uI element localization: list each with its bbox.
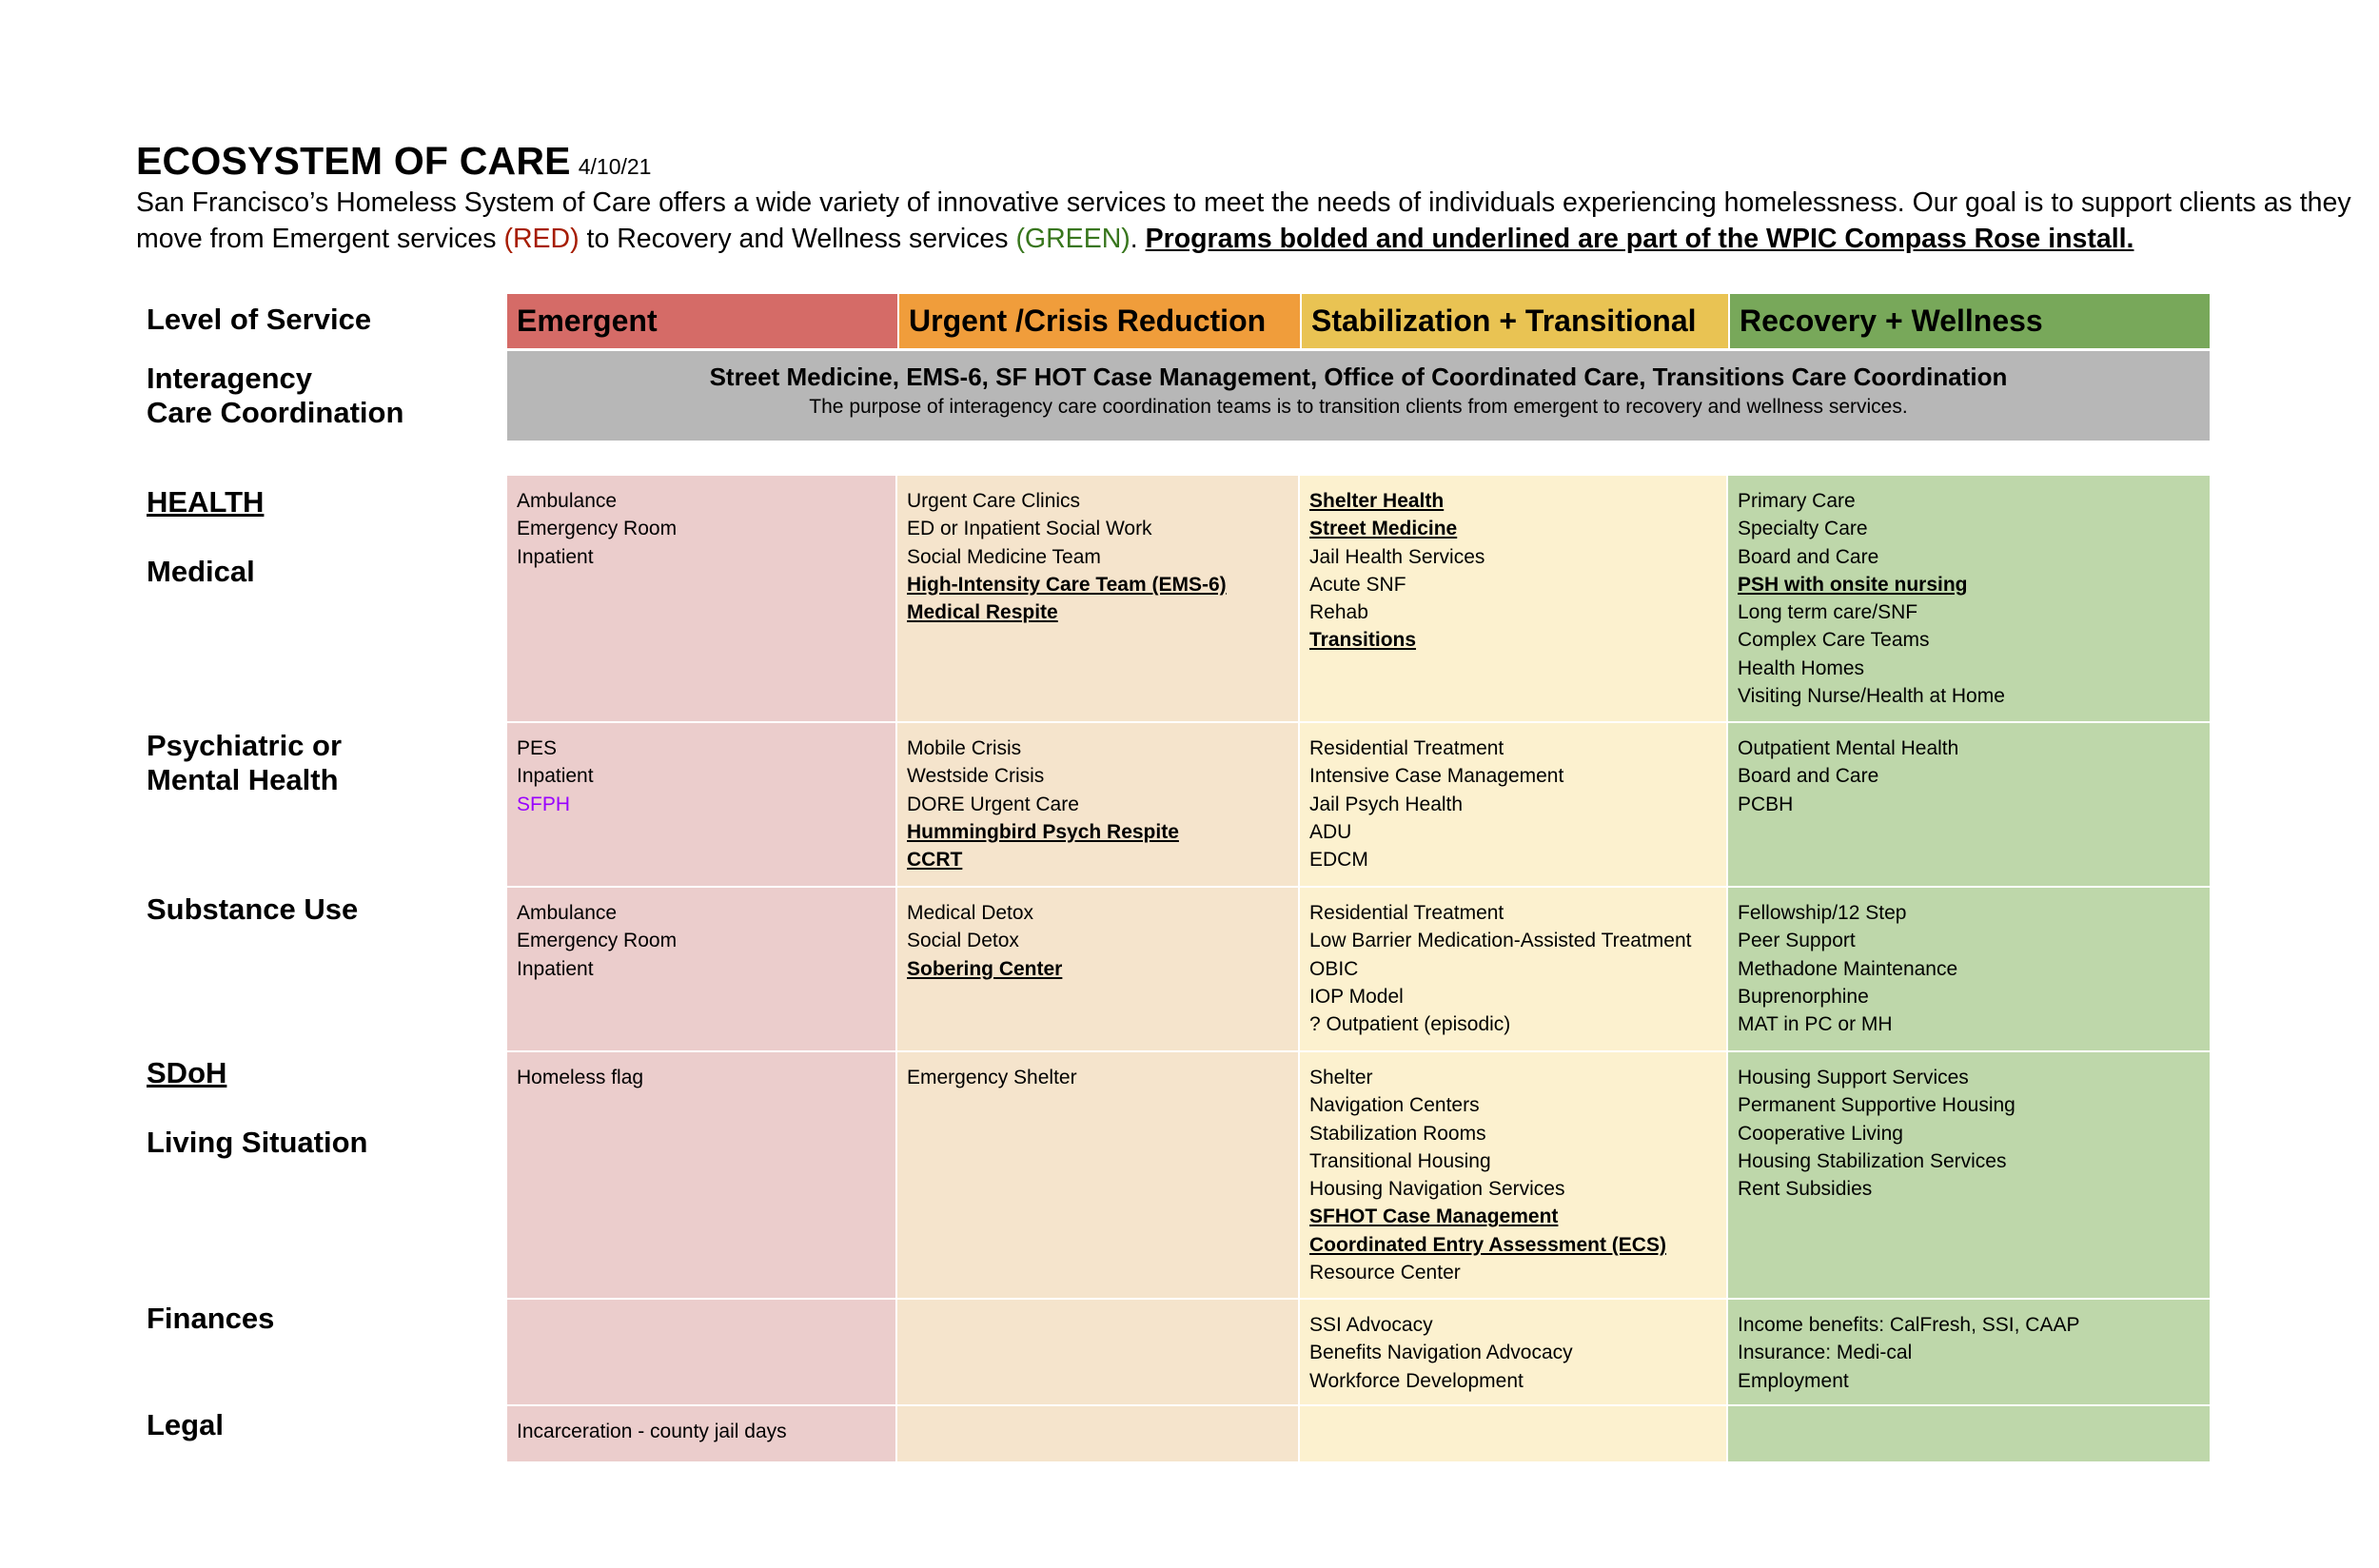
label-psych <box>147 729 342 797</box>
cell-medical-recovery <box>1728 476 2210 723</box>
label-interagency <box>147 362 403 430</box>
label-medical: Medical <box>147 555 255 588</box>
cell-legal-stabilization <box>1300 1406 1728 1463</box>
list-item: ADU <box>1309 820 1352 843</box>
list-item: Ambulance <box>517 490 618 512</box>
list-item: Board and Care <box>1738 765 1879 788</box>
list-item-wpic: Street Medicine <box>1309 518 1458 540</box>
list-item: Long term care/SNF <box>1738 601 1918 624</box>
list-item: MAT in PC or MH <box>1738 1013 1893 1036</box>
list-item: Housing Support Services <box>1738 1067 1969 1088</box>
list-item: Residential Treatment <box>1309 737 1504 759</box>
cell-medical-urgent <box>897 476 1300 723</box>
list-item: Rent Subsidies <box>1738 1178 1873 1201</box>
interagency-banner-subtitle: The purpose of interagency care coordination teams is to transition clients from emergent to recovery and wellness services. <box>809 396 1908 418</box>
label-substance-use: Substance Use <box>147 892 359 926</box>
column-header-stabilization: Stabilization + Transitional <box>1300 294 1728 348</box>
list-item: Urgent Care Clinics <box>907 490 1081 512</box>
list-item: PES <box>517 737 558 759</box>
label-health: HEALTH <box>147 485 265 519</box>
label-psych-line2: Mental Health <box>147 763 339 796</box>
column-header-urgent: Urgent /Crisis Reduction <box>897 294 1300 348</box>
label-sdoh: SDoH <box>147 1056 227 1089</box>
cell-living-stabilization <box>1300 1052 1728 1300</box>
page-title: ECOSYSTEM OF CARE <box>136 139 571 183</box>
cell-substance-emergent <box>507 888 897 1052</box>
intro-text: . <box>1130 224 1146 254</box>
label-psych-line1: Psychiatric or <box>147 729 343 762</box>
list-item: OBIC <box>1309 957 1359 980</box>
list-item: Emergency Shelter <box>907 1067 1077 1088</box>
list-item: Acute SNF <box>1309 573 1406 596</box>
list-item: Jail Health Services <box>1309 545 1485 568</box>
intro-text: San Francisco’s Homeless System of Care offers a wide variety of innovative services to meet the needs of individuals experiencing homelessness. Our goal is to support clients as they move from Emergent services <box>136 187 2351 254</box>
list-item-wpic: Hummingbird Psych Respite <box>907 820 1179 843</box>
cell-substance-stabilization <box>1300 888 1728 1052</box>
cell-living-emergent <box>507 1052 897 1300</box>
column-header-emergent: Emergent <box>507 294 897 348</box>
label-legal: Legal <box>147 1408 224 1441</box>
list-item: SSI Advocacy <box>1309 1314 1433 1336</box>
list-item: Incarceration - county jail days <box>517 1421 787 1442</box>
list-item: Complex Care Teams <box>1738 629 1930 652</box>
list-item: Fellowship/12 Step <box>1738 902 1907 924</box>
intro-paragraph <box>136 185 2353 257</box>
list-item: Stabilization Rooms <box>1309 1122 1486 1145</box>
list-item: Primary Care <box>1738 490 1856 512</box>
list-item: Mobile Crisis <box>907 737 1022 759</box>
list-item: Navigation Centers <box>1309 1094 1480 1117</box>
list-item: Medical Detox <box>907 902 1034 924</box>
cell-finances-emergent <box>507 1300 897 1406</box>
column-header-recovery: Recovery + Wellness <box>1728 294 2210 348</box>
list-item: Cooperative Living <box>1738 1122 1903 1145</box>
page-date: 4/10/21 <box>578 154 652 179</box>
list-item: Buprenorphine <box>1738 985 1869 1008</box>
intro-text: to Recovery and Wellness services <box>579 224 1016 254</box>
list-item-wpic: Sobering Center <box>907 957 1063 980</box>
list-item: Inpatient <box>517 545 594 568</box>
list-item: Emergency Room <box>517 518 678 540</box>
page-header <box>136 139 651 184</box>
intro-green: (GREEN) <box>1015 224 1131 254</box>
list-item: Residential Treatment <box>1309 902 1504 924</box>
cell-medical-stabilization <box>1300 476 1728 723</box>
list-item-wpic: Coordinated Entry Assessment (ECS) <box>1309 1233 1666 1256</box>
cell-legal-emergent <box>507 1406 897 1463</box>
list-item-wpic: SFHOT Case Management <box>1309 1205 1559 1228</box>
cell-finances-recovery <box>1728 1300 2210 1406</box>
list-item: Resource Center <box>1309 1262 1461 1284</box>
cell-psych-urgent <box>897 723 1300 888</box>
interagency-banner-title: Street Medicine, EMS-6, SF HOT Case Management, Office of Coordinated Care, Transitions Care Coordination <box>709 363 2008 391</box>
list-item: Intensive Case Management <box>1309 765 1564 788</box>
list-item-wpic: High-Intensity Care Team (EMS-6) <box>907 573 1227 596</box>
list-item: Methadone Maintenance <box>1738 957 1958 980</box>
list-item: Peer Support <box>1738 930 1856 952</box>
list-item-wpic: Medical Respite <box>907 601 1058 624</box>
list-item: PCBH <box>1738 793 1794 815</box>
cell-psych-stabilization <box>1300 723 1728 888</box>
cell-legal-recovery <box>1728 1406 2210 1463</box>
list-item: ? Outpatient (episodic) <box>1309 1013 1511 1036</box>
list-item: Outpatient Mental Health <box>1738 737 1959 759</box>
intro-bold-note: Programs bolded and underlined are part of the WPIC Compass Rose install. <box>1145 224 2134 254</box>
list-item: DORE Urgent Care <box>907 793 1079 815</box>
cell-psych-recovery <box>1728 723 2210 888</box>
list-item: Emergency Room <box>517 930 678 952</box>
list-item: EDCM <box>1309 849 1368 872</box>
list-item: Rehab <box>1309 601 1368 624</box>
list-item: IOP Model <box>1309 985 1404 1008</box>
cell-living-recovery <box>1728 1052 2210 1300</box>
list-item: SFPH <box>517 793 571 815</box>
list-item: Housing Stabilization Services <box>1738 1149 2007 1172</box>
list-item: Benefits Navigation Advocacy <box>1309 1342 1573 1364</box>
list-item: Income benefits: CalFresh, SSI, CAAP <box>1738 1314 2080 1336</box>
interagency-banner <box>507 351 2210 441</box>
cell-psych-emergent <box>507 723 897 888</box>
list-item: Workforce Development <box>1309 1369 1524 1392</box>
cell-finances-stabilization <box>1300 1300 1728 1406</box>
intro-red: (RED) <box>503 224 580 254</box>
list-item-wpic: CCRT <box>907 849 963 872</box>
cell-substance-urgent <box>897 888 1300 1052</box>
list-item: Housing Navigation Services <box>1309 1178 1565 1201</box>
list-item: ED or Inpatient Social Work <box>907 518 1152 540</box>
label-interagency-line1: Interagency <box>147 362 313 395</box>
list-item: Specialty Care <box>1738 518 1868 540</box>
label-finances: Finances <box>147 1302 275 1335</box>
list-item: Ambulance <box>517 902 618 924</box>
cell-legal-urgent <box>897 1406 1300 1463</box>
cell-living-urgent <box>897 1052 1300 1300</box>
label-level-of-service: Level of Service <box>147 303 372 336</box>
cell-medical-emergent <box>507 476 897 723</box>
list-item-wpic: Shelter Health <box>1309 490 1445 512</box>
cell-finances-urgent <box>897 1300 1300 1406</box>
list-item-wpic: PSH with onsite nursing <box>1738 573 1968 596</box>
list-item: Inpatient <box>517 957 594 980</box>
list-item: Board and Care <box>1738 545 1879 568</box>
list-item: Employment <box>1738 1369 1849 1392</box>
list-item: Social Detox <box>907 930 1019 952</box>
list-item: Visiting Nurse/Health at Home <box>1738 685 2005 708</box>
list-item: Shelter <box>1309 1067 1373 1088</box>
list-item: Social Medicine Team <box>907 545 1101 568</box>
list-item: Health Homes <box>1738 657 1865 679</box>
list-item: Westside Crisis <box>907 765 1045 788</box>
label-living-situation: Living Situation <box>147 1126 368 1159</box>
list-item: Low Barrier Medication-Assisted Treatment <box>1309 930 1692 952</box>
list-item: Inpatient <box>517 765 594 788</box>
list-item: Transitional Housing <box>1309 1149 1491 1172</box>
list-item: Permanent Supportive Housing <box>1738 1094 2015 1117</box>
list-item-wpic: Transitions <box>1309 629 1417 652</box>
list-item: Jail Psych Health <box>1309 793 1464 815</box>
label-interagency-line2: Care Coordination <box>147 396 404 429</box>
list-item: Insurance: Medi-cal <box>1738 1342 1913 1364</box>
list-item: Homeless flag <box>517 1067 644 1088</box>
cell-substance-recovery <box>1728 888 2210 1052</box>
